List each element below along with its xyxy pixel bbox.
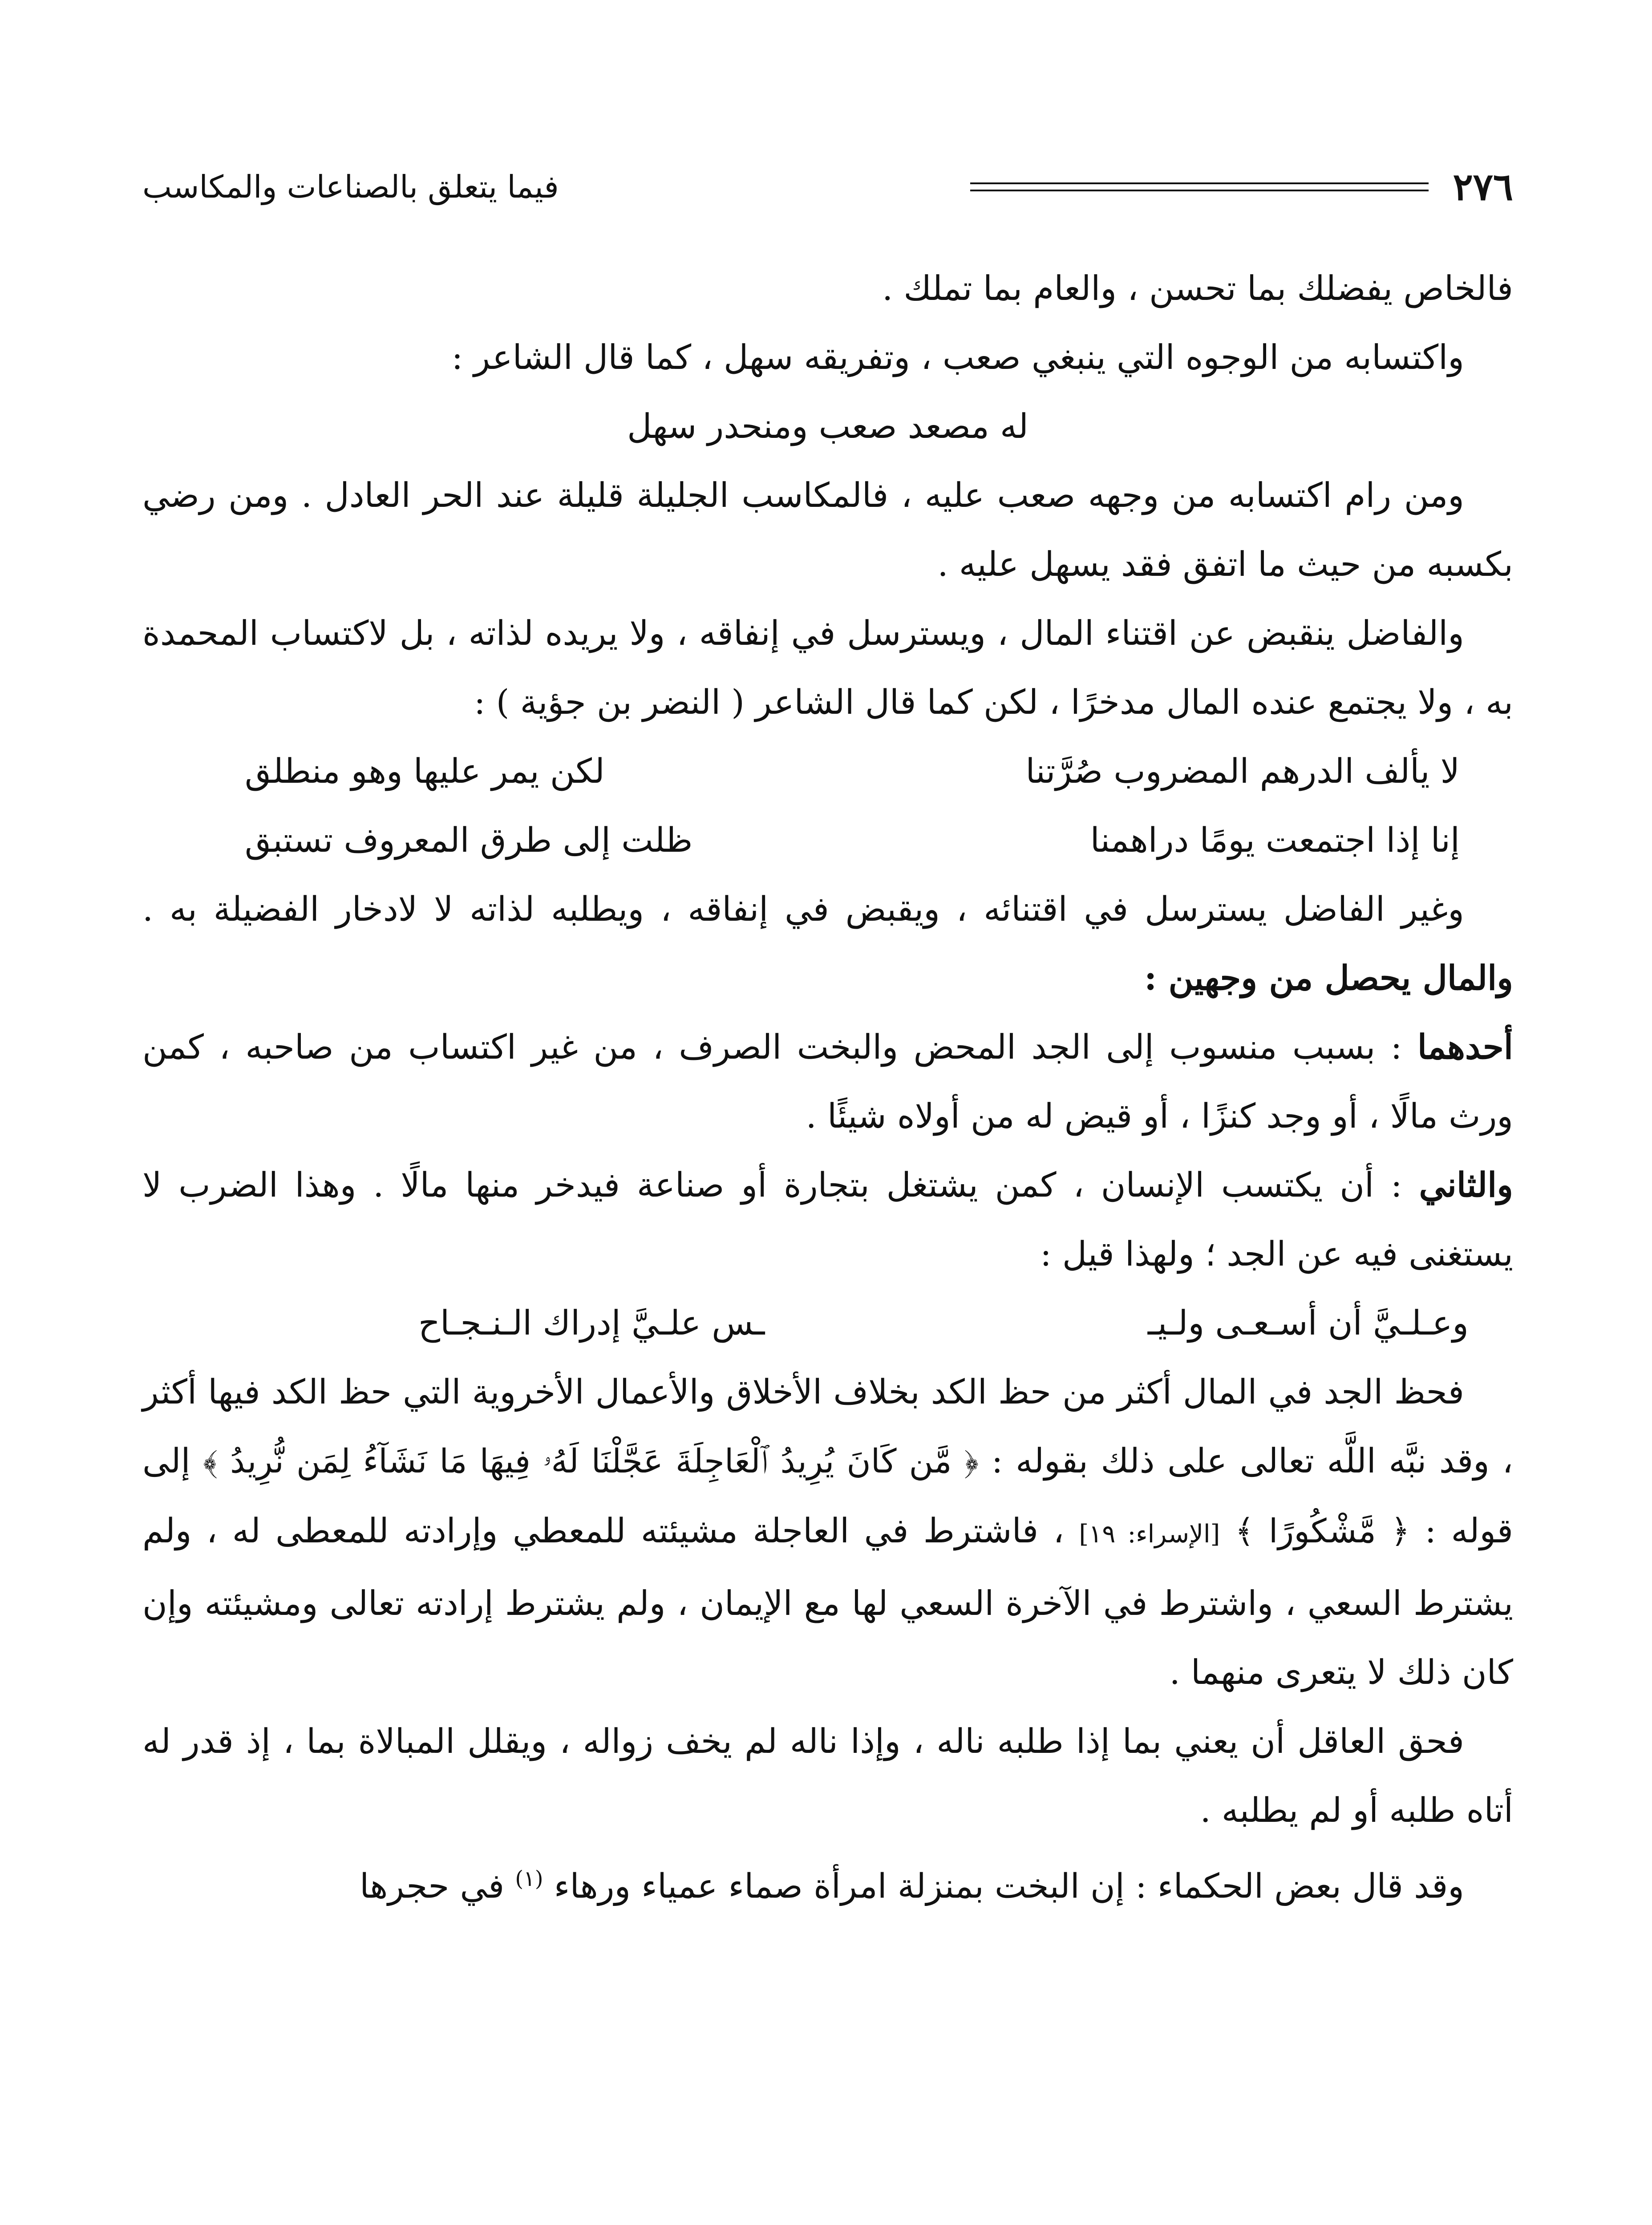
paragraph xyxy=(142,1012,1513,1150)
paragraph-text: : أن يكتسب الإنسان ، كمن يشتغل بتجارة أو صناعة فيدخر منها مالًا . وهذا الضرب لا يستغنى فيه عن الجد ؛ ولهذا قيل : xyxy=(142,1165,1513,1274)
running-title: فيما يتعلق بالصناعات والمكاسب xyxy=(142,169,559,205)
paragraph-text: وغير الفاضل يسترسل في اقتنائه ، ويقبض في إنفاقه ، ويطلبه لذاته لا لادخار الفضيلة به . xyxy=(142,889,1464,929)
paragraph xyxy=(142,1357,1513,1707)
paragraph xyxy=(142,1845,1513,1920)
paragraph xyxy=(142,874,1513,1012)
page-number: ٢٧٦ xyxy=(1453,165,1513,209)
paragraph-text: ، فاشترط في العاجلة مشيئته للمعطي وإرادته للمعطى له ، ولم يشترط السعي ، واشترط في الآخرة السعي لها مع الإيمان ، ولم يشترط إرادته تعالى ومشيئته وإن كان ذلك لا يتعرى منهما . xyxy=(142,1511,1513,1692)
paragraph-text: في حجرها xyxy=(360,1866,505,1906)
header-double-rule xyxy=(970,182,1429,191)
footnote-marker[interactable]: (١) xyxy=(515,1866,543,1891)
quran-quote: ﴿ مَّشْكُورًا ﴾ xyxy=(1235,1512,1410,1550)
verse-couplet xyxy=(142,1288,1513,1357)
quran-quote: ﴿ مَّن كَانَ يُرِيدُ ٱلْعَاجِلَةَ عَجَّلْنَا لَهُۥ فِيهَا مَا نَشَآءُ لِمَن نُّرِيدُ ﴾ xyxy=(203,1442,979,1481)
paragraph: واكتسابه من الوجوه التي ينبغي صعب ، وتفريقه سهل ، كما قال الشاعر : xyxy=(451,337,1464,377)
verse-hemistich-second: ـس علـيَّ إدراك الـنـجـاح xyxy=(418,1303,765,1343)
paragraph xyxy=(142,1150,1513,1288)
paragraph: فحق العاقل أن يعني بما إذا طلبه ناله ، وإذا ناله لم يخف زواله ، ويقلل المبالاة بما ، إذ قدر له أتاه طلبه أو لم يطلبه . xyxy=(142,1721,1513,1830)
paragraph: والفاضل ينقبض عن اقتناء المال ، ويسترسل في إنفاقه ، ولا يريده لذاته ، بل لاكتساب المحمدة به ، ولا يجتمع عنده المال مدخرًا ، لكن كما قال الشاعر ( النضر بن جؤية ) : xyxy=(142,613,1513,722)
bold-term: والثاني xyxy=(1419,1165,1513,1205)
verse-hemistich-first: وعـلـيَّ أن أسـعـى ولـيـ xyxy=(1147,1303,1469,1343)
paragraph: ومن رام اكتسابه من وجهه صعب عليه ، فالمكاسب الجليلة قليلة عند الحر العادل . ومن رضي بكسبه من حيث ما اتفق فقد يسهل عليه . xyxy=(142,475,1513,584)
bold-heading: والمال يحصل من وجهين : xyxy=(1144,958,1513,998)
paragraph: فالخاص يفضلك بما تحسن ، والعام بما تملك . xyxy=(882,268,1513,308)
verse-line: له مصعد صعب ومنحدر سهل xyxy=(627,406,1028,446)
running-header xyxy=(142,160,1513,214)
verse-hemistich-first: لا يألف الدرهم المضروب صُرَّتنا xyxy=(1025,751,1460,791)
quran-reference: [الإسراء: ١٩] xyxy=(1079,1520,1220,1549)
verse-hemistich-second: لكن يمر عليها وهو منطلق xyxy=(245,751,605,791)
verse-couplet xyxy=(142,805,1513,874)
paragraph-text: : بسبب منسوب إلى الجد المحض والبخت الصرف ، من غير اكتساب من صاحبه ، كمن ورث مالًا ، أو وجد كنزًا ، أو قيض له من أولاه شيئًا . xyxy=(142,1027,1513,1136)
paragraph-text: وقد قال بعض الحكماء : إن البخت بمنزلة امرأة صماء عمياء ورهاء xyxy=(554,1866,1464,1906)
bold-term: أحدهما xyxy=(1417,1027,1513,1067)
verse-couplet xyxy=(142,736,1513,805)
main-text xyxy=(142,254,1513,1920)
paragraph-text: إلى قوله : xyxy=(142,1441,1513,1550)
verse-hemistich-second: ظلت إلى طرق المعروف تستبق xyxy=(245,820,693,860)
paragraph-text: فحظ الجد في المال أكثر من حظ الكد بخلاف الأخلاق والأعمال الأخروية التي حظ الكد فيها أكثر ، وقد نبَّه اللَّه تعالى على ذلك بقوله : xyxy=(142,1372,1513,1481)
verse-hemistich-first: إنا إذا اجتمعت يومًا دراهمنا xyxy=(1090,820,1460,860)
